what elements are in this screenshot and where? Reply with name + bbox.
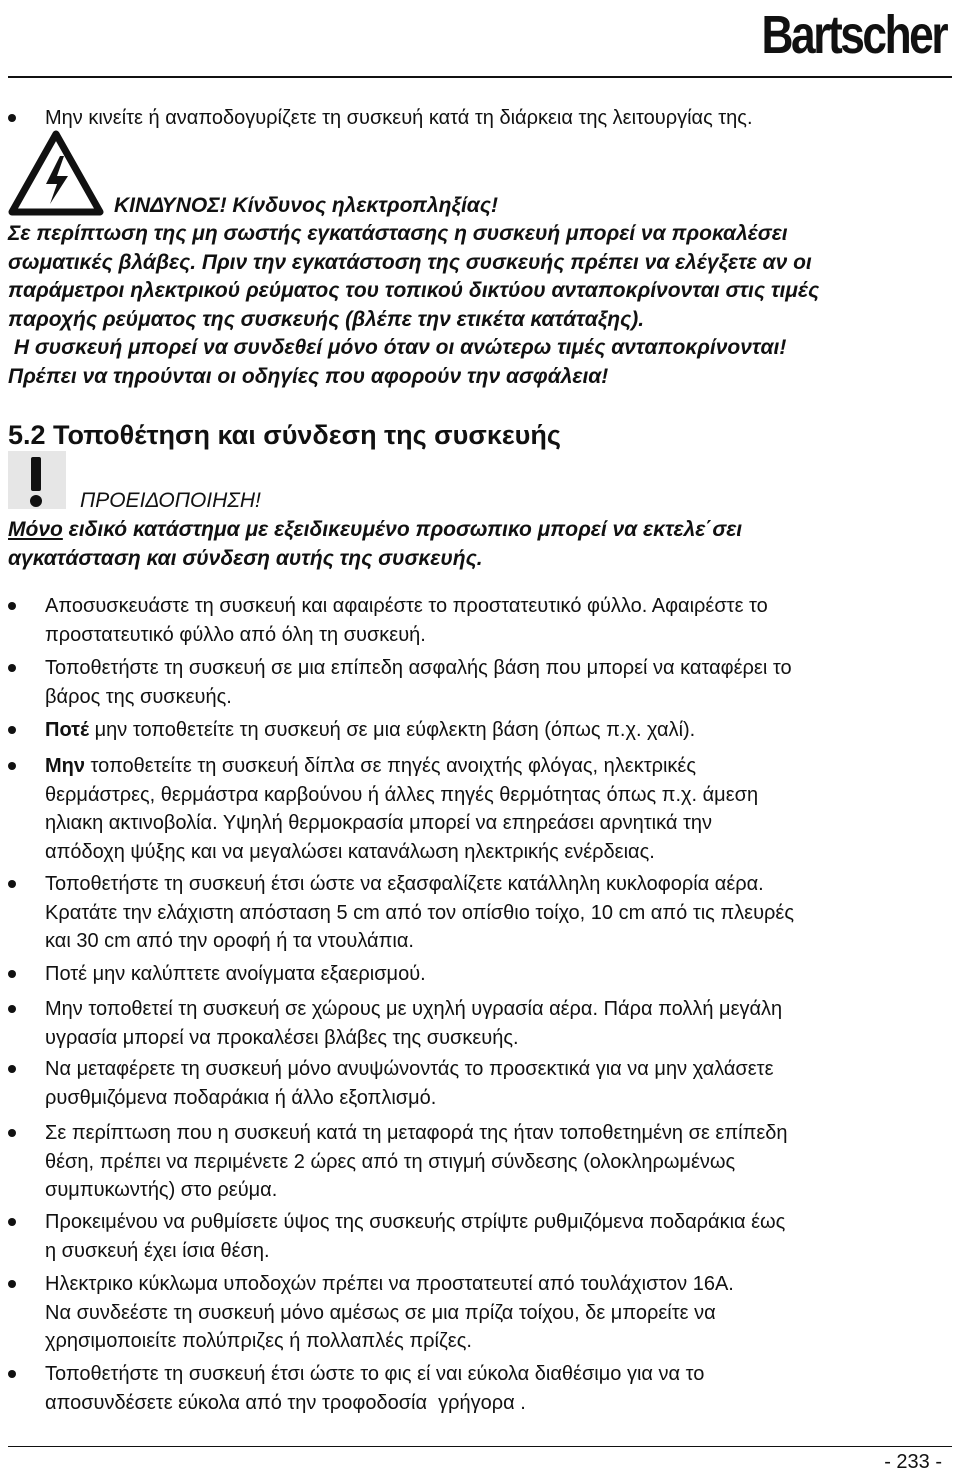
bullet-text [45,654,938,711]
bullet-icon [8,664,16,672]
list-item [8,960,938,989]
electric-hazard-icon [8,130,104,221]
bullet-line [45,716,938,745]
bullet-text [45,752,938,866]
list-item [8,592,938,649]
bullet-line-text: και 30 cm από την οροφή ή τα ντουλάπια. [45,930,414,952]
bullet-text [45,1208,938,1265]
bullet-line [45,995,938,1024]
danger-line: παράμετροι ηλεκτρικού ρεύματος του τοπικού δικτύου ανταποκρίνονται στις τιμές [8,279,820,303]
bullet-emphasis: Μην [45,755,85,777]
bullet-line-text: υγρασία μπορεί να προκαλέσει βλάβες της συσκευής. [45,1026,519,1049]
bullet-line [45,838,938,867]
bullet-line-text: θερμάστρες, θερμάστρα καρβούνου ή άλλες πηγές θερμότητας όπως π.χ. άμεση [45,783,759,806]
warning-emphasis: Μόνο [8,518,63,541]
bullet-text [45,960,938,989]
bullet-line [45,1208,938,1237]
bullet-icon [8,726,16,734]
bullet-line [45,1360,938,1389]
bullet-icon [8,1065,16,1073]
bullet-icon [8,1280,16,1288]
bullet-line [45,1024,938,1053]
list-item [8,654,938,711]
bullet-line-text: Ηλεκτρικο κύκλωμα υποδοχών πρέπει να προστατευτεί από τουλάχιστον 16Α. [45,1273,734,1295]
bullet-text [45,995,938,1052]
list-item [8,716,938,745]
bullet-emphasis: Ποτέ [45,719,90,741]
list-item [8,752,938,866]
warning-line: ειδικό κατάστημα με εξειδικευμένο προσωπικο μπορεί να εκτελε΄σει [62,518,743,541]
bullet-line [45,592,938,621]
danger-line: σωματικές βλάβες. Πριν την εγκατάστοση της συσκευής πρέπει να ελέγξετε αν οι [8,250,812,274]
header-divider [8,76,952,78]
bullet-icon [8,880,16,888]
bullet-text: Μην κινείτε ή αναποδογυρίζετε τη συσκευή κατά τη διάρκεια της λειτουργίας της. [45,107,753,129]
warning-text [8,516,948,573]
bullet-line-text: προστατευτικό φύλλο από όλη τη συσκευή. [45,623,426,646]
warning-title: ΠΡΟΕΙΔΟΠΟΙΗΣΗ! [80,489,261,512]
list-item [8,1119,938,1205]
bullet-line [45,1237,938,1266]
list-item [8,104,938,133]
bullet-text [45,592,938,649]
list-item [8,1208,938,1265]
danger-line: Σε περίπτωση της μη σωστής εγκατάστασης η συσκευή μπορεί να προκαλέσει [8,222,788,245]
bullet-line-text: χρησιμοποιείτε πολύπριζες ή πολλαπλές πρίζες. [45,1330,472,1352]
bullet-line [45,1299,938,1328]
bullet-icon [8,1218,16,1226]
bullet-line [45,1176,938,1205]
bullet-line [45,683,938,712]
bullet-line [45,654,938,683]
bullet-line [45,1119,938,1148]
bullet-text [45,1360,938,1417]
list-item [8,1270,938,1356]
bartscher-logo: Bartscher [761,5,946,65]
bullet-line [45,809,938,838]
bullet-text [45,1055,938,1112]
danger-line: Η συσκευή μπορεί να συνδεθεί μόνο όταν οι ανώτερω τιμές ανταποκρίνονται! [8,336,787,360]
bullet-line-text: Τοποθετήστε τη συσκευή έτσι ώστε να εξασφαλίζετε κατάλληλη κυκλοφορία αέρα. [45,873,764,895]
bullet-icon [8,602,16,610]
bullet-line-text: θέση, πρέπει να περιμένετε 2 ώρες από τη στιγμή σύνδεσης (ολοκληρωμένως [45,1150,736,1173]
bullet-icon [8,1370,16,1378]
bullet-line [45,870,938,899]
bullet-line [45,621,938,650]
bullet-line [45,1270,938,1299]
bullet-line [45,1084,938,1113]
list-item [8,1360,938,1417]
bullet-icon [8,970,16,978]
bullet-icon [8,114,16,122]
bullet-icon [8,1129,16,1137]
bullet-line-text: Μην τοποθετεί τη συσκευή σε χώρους με υχηλή υγρασία αέρα. Πάρα πολλή μεγάλη [45,998,783,1020]
danger-text [8,220,948,392]
exclamation-icon [8,451,66,509]
footer-divider [8,1446,952,1447]
list-item [8,995,938,1052]
danger-title: ΚΙΝΔΥΝΟΣ! Κίνδυνος ηλεκτροπληξίας! [114,194,498,217]
bullet-line-text: Τοποθετήστε τη συσκευή έτσι ώστε το φις εί ναι εύκολα διαθέσιμο για να το [45,1363,705,1385]
bullet-text [45,716,938,745]
bullet-line-text: βάρος της συσκευής. [45,685,232,708]
bullet-line [45,752,938,781]
bullet-line-text: Να μεταφέρετε τη συσκευή μόνο ανυψώνοντάς το προσεκτικά για να μην χαλάσετε [45,1058,774,1080]
bullet-line-text: Τοποθετήστε τη συσκευή σε μια επίπεδη ασφαλής βάση που μπορεί να καταφέρει το [45,657,792,679]
bullet-line-text: αποσυνδέσετε εύκολα από την τροφοδοσία γρήγορα . [45,1391,526,1414]
bullet-line [45,1327,938,1356]
bullet-line-text: Να συνδεέστε τη συσκευή μόνο αμέσως σε μια πρίζα τοίχου, δε μπορείτε να [45,1301,716,1324]
bullet-text [45,1270,938,1356]
section-heading: 5.2 Τοποθέτηση και σύνδεση της συσκευής [8,420,561,450]
bullet-line-text: Κρατάτε την ελάχιστη απόσταση 5 cm από τον οπίσθιο τοίχο, 10 cm από τις πλευρές [45,901,794,924]
bullet-line [45,1148,938,1177]
bullet-text [45,1119,938,1205]
bullet-line [45,927,938,956]
bullet-line-text: Προκειμένου να ρυθμίσετε ύψος της συσκευής στρίψτε ρυθμιζόμενα ποδαράκια έως [45,1211,786,1233]
bullet-line [45,1055,938,1084]
list-item [8,1055,938,1112]
bullet-line [45,781,938,810]
list-item [8,870,938,956]
bullet-icon [8,762,16,770]
bullet-line-text: απόδοχη ψύξης και να μεγαλώσει κατανάλωση ηλεκτρικής ενέρδειας. [45,840,655,863]
bullet-icon [8,1005,16,1013]
bullet-line-text: Ποτέ μην καλύπτετε ανοίγματα εξαερισμού. [45,963,426,985]
bullet-line-text: ρυσθμιζόμενα ποδαράκια ή άλλο εξοπλισμό. [45,1086,437,1109]
bullet-line [45,1389,938,1418]
bullet-line-text: Αποσυσκευάστε τη συσκευή και αφαιρέστε το προστατευτικό φύλλο. Αφαιρέστε το [45,595,768,617]
danger-line: παροχής ρεύματος της συσκευής (βλέπε την ετικέτα κατάταξης). [8,307,645,331]
bullet-line [45,960,938,989]
bullet-line-text: τοποθετείτε τη συσκευή δίπλα σε πηγές ανοιχτής φλόγας, ηλεκτρικές [85,755,696,777]
bullet-line-text: συμπυκωντής) στο ρεύμα. [45,1179,278,1201]
bullet-line [45,899,938,928]
page-number: - 233 - [884,1451,942,1473]
bullet-line-text: Σε περίπτωση που η συσκευή κατά τη μεταφορά της ήταν τοποθετημένη σε επίπεδη [45,1122,788,1144]
bullet-text [45,870,938,956]
bullet-line-text: ηλιακη ακτινοβολία. Υψηλή θερμοκρασία μπορεί να επηρεάσει αρνητικά την [45,812,712,834]
danger-line: Πρέπει να τηρούνται οι οδηγίες που αφορούν την ασφάλεια! [8,364,609,388]
bullet-line-text: μην τοποθετείτε τη συσκευή σε μια εύφλεκτη βάση (όπως π.χ. χαλί). [89,719,696,741]
warning-line: αγκατάσταση και σύνδεση αυτής της συσκευής. [8,546,483,570]
bullet-line-text: η συσκευή έχει ίσια θέση. [45,1239,270,1262]
